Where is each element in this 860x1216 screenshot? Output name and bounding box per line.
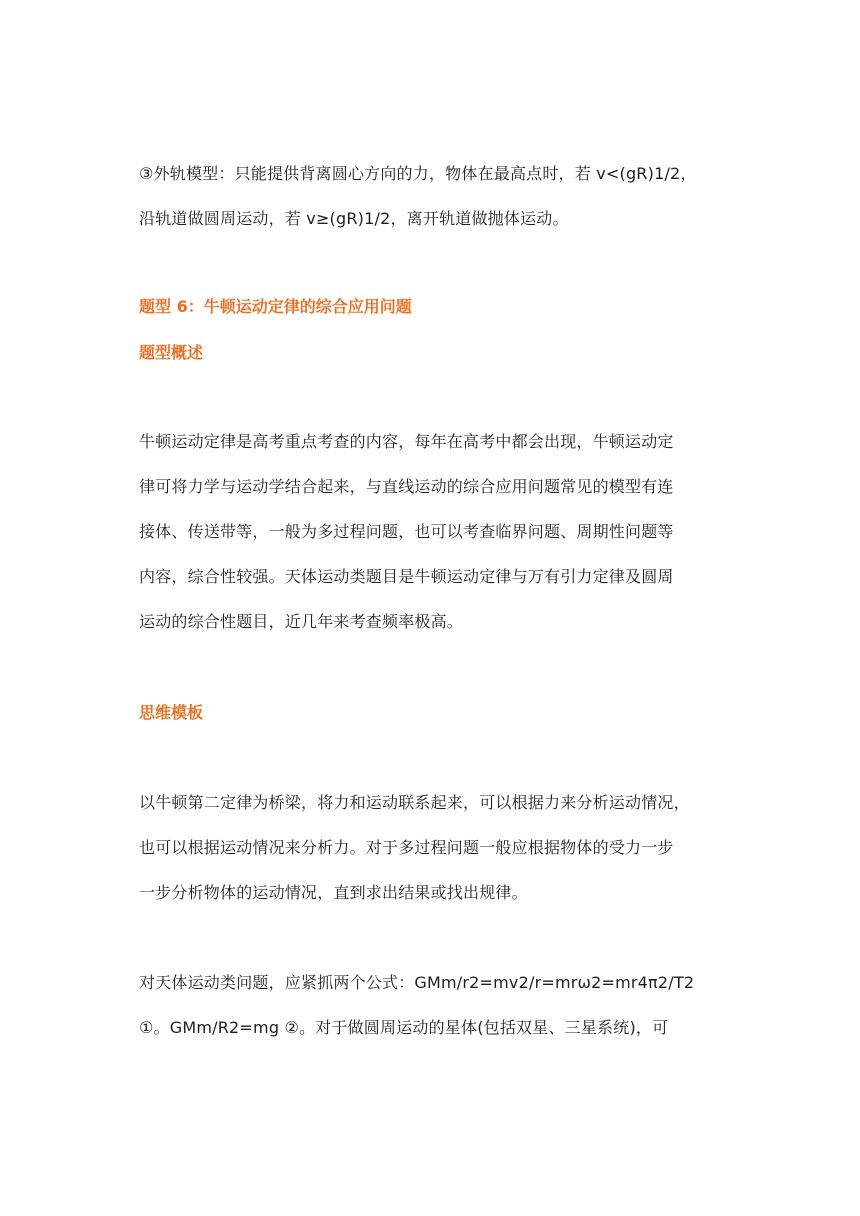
outer-track-line-1: ③外轨模型：只能提供背离圆心方向的力，物体在最高点时，若 v<(gR)1/2，: [139, 164, 697, 183]
template-line-1: 以牛顿第二定律为桥梁，将力和运动联系起来，可以根据力来分析运动情况，: [139, 793, 690, 812]
overview-heading: 题型概述: [139, 343, 204, 362]
template-heading: 思维模板: [139, 703, 204, 722]
overview-line-1: 牛顿运动定律是高考重点考查的内容，每年在高考中都会出现，牛顿运动定: [139, 432, 674, 451]
overview-line-2: 律可将力学与运动学结合起来，与直线运动的综合应用问题常见的模型有连: [139, 477, 674, 496]
template-line-3: 一步分析物体的运动情况，直到求出结果或找出规律。: [139, 883, 528, 902]
celestial-line-2: ①。GMm/R2=mg ②。对于做圆周运动的星体(包括双星、三星系统)，可: [139, 1018, 669, 1037]
overview-line-3: 接体、传送带等，一般为多过程问题，也可以考查临界问题、周期性问题等: [139, 522, 674, 541]
template-line-2: 也可以根据运动情况来分析力。对于多过程问题一般应根据物体的受力一步: [139, 838, 674, 857]
celestial-line-1: 对天体运动类问题，应紧抓两个公式：GMm/r2=mv2/r=mrω2=mr4π2/T2: [139, 973, 695, 992]
overview-line-4: 内容，综合性较强。天体运动类题目是牛顿运动定律与万有引力定律及圆周: [139, 567, 674, 586]
section-title: 题型 6：牛顿运动定律的综合应用问题: [139, 297, 412, 316]
outer-track-line-2: 沿轨道做圆周运动，若 v≥(gR)1/2，离开轨道做抛体运动。: [139, 209, 569, 228]
overview-line-5: 运动的综合性题目，近几年来考查频率极高。: [139, 612, 464, 631]
